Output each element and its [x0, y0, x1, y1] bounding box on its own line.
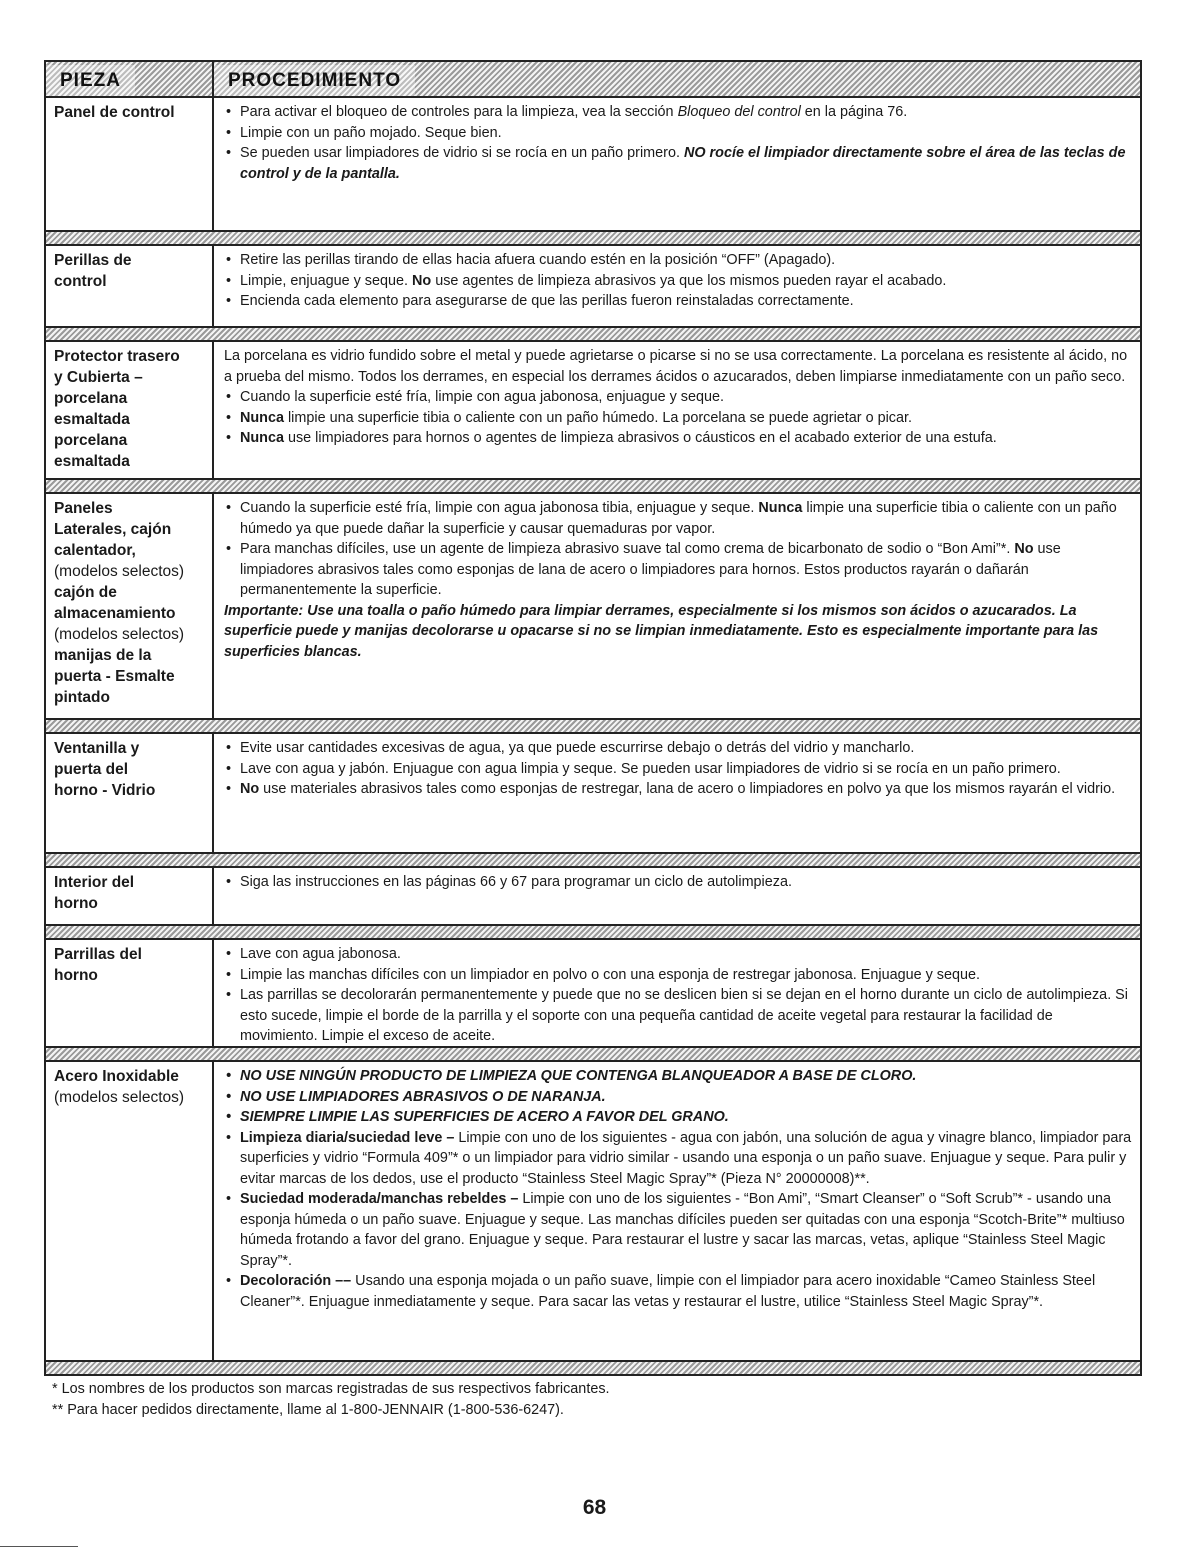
procedure: • NO USE NINGÚN PRODUCTO DE LIMPIEZA QUE CONTENGA BLANQUEADOR A BASE DE CLORO. • NO USE LIMPIADORES ABRASIVOS O DE NARANJA. • SIEMPRE LIMPIE LAS SUPERFICIES DE ACERO A FAVOR DEL GRANO. • Limpieza diaria/suciedad leve – Limpie con uno de los siguientes - agua con jabón, una solución de agua y vinagre blanco, limpiador para superficies y vidrio “Formula 409”* o un limpiador para vidrio similar - usando una esponja o un paño suave. Enjuague y seque. Para pulir y evitar marcas de los dedos, use el producto “Stainless Steel Magic Spray”* (Pieza N° 20000008)**. • Suciedad moderada/manchas rebeldes – Limpie con uno de los siguientes - “Bon Ami”, “Smart Cleanser” o “Soft Scrub”* - usando una esponja húmeda o un paño suave. Enjuague y seque. Las manchas difíciles pueden ser quitadas con una esponja “Scotch-Brite”* multiuso húmeda frotando a favor del grano. Enjuague y seque. Para restaurar el lustre y sacar las marcas, vetas, aplique “Stainless Steel Magic Spray”*. • Decoloración –– Usando una esponja mojada o un paño suave, limpie con el limpiador para acero inoxidable “Cameo Stainless Steel Cleaner”*. Enjuague inmediatamente y seque. Para sacar las vetas y restaurar el lustre, utilice “Stainless Steel Magic Spray”*. [214, 1062, 1140, 1360]
table-header [46, 62, 1140, 98]
procedure: • Lave con agua jabonosa. • Limpie las manchas difíciles con un limpiador en polvo o con una esponja de restregar jabonosa. Enjuague y seque. • Las parrillas se decolorarán permanentemente y puede que no se deslicen bien si se dejan en el horno durante un ciclo de autolimpieza. Si esto sucede, limpie el borde de la parrilla y el soporte con una pequeña cantidad de aceite vegetal para restaurar la facilidad de movimiento. Limpie el exceso de aceite. [214, 940, 1140, 1046]
footnotes [52, 1379, 610, 1421]
part-name: Perillas de control [46, 246, 214, 326]
table-row [46, 734, 1140, 868]
footnote: * Los nombres de los productos son marcas registradas de sus respectivos fabricantes. [52, 1381, 610, 1397]
header-procedimiento: PROCEDIMIENTO [214, 65, 415, 96]
procedure: • Retire las perillas tirando de ellas hacia afuera cuando estén en la posición “OFF” (Apagado). • Limpie, enjuague y seque. No use agentes de limpieza abrasivos ya que los mismos pueden rayar el acabado. • Encienda cada elemento para asegurarse de que las perillas fueron reinstaladas correctamente. [214, 246, 1140, 326]
row-separator [46, 230, 1140, 246]
part-name: Interior del horno [46, 868, 214, 924]
table-row [46, 868, 1140, 940]
procedure: • Siga las instrucciones en las páginas 66 y 67 para programar un ciclo de autolimpieza. [214, 868, 1140, 924]
row-separator [46, 326, 1140, 342]
header-pieza: PIEZA [46, 65, 135, 96]
part-name: Acero Inoxidable (modelos selectos) [46, 1062, 214, 1360]
row-separator [46, 1360, 1140, 1374]
table-row [46, 342, 1140, 494]
page-number: 68 [582, 1496, 607, 1519]
part-name: Paneles Laterales, cajón calentador, (modelos selectos) cajón de almacenamiento (modelos selectos) manijas de la puerta - Esmalte pintado [46, 494, 214, 718]
row-separator [46, 1046, 1140, 1062]
row-separator [46, 852, 1140, 868]
divider [0, 1546, 78, 1547]
part-name: Parrillas del horno [46, 940, 214, 1046]
footnote: ** Para hacer pedidos directamente, llame al 1-800-JENNAIR (1-800-536-6247). [52, 1402, 564, 1418]
row-separator [46, 718, 1140, 734]
table-row [46, 1062, 1140, 1374]
procedure: • Para activar el bloqueo de controles para la limpieza, vea la sección Bloqueo del control en la página 76. • Limpie con un paño mojado. Seque bien. • Se pueden usar limpiadores de vidrio si se rocía en un paño primero. NO rocíe el limpiador directamente sobre el área de las teclas de control y de la pantalla. [214, 98, 1140, 230]
procedure: • Cuando la superficie esté fría, limpie con agua jabonosa tibia, enjuague y seque. Nunca limpie una superficie tibia o caliente con un paño húmedo ya que puede dañar la superficie y causar quemaduras por vapor. • Para manchas difíciles, use un agente de limpieza abrasivo suave tal como crema de bicarbonato de sodio o “Bon Ami”*. No use limpiadores abrasivos tales como esponjas de lana de acero o limpiadores para hornos. Estos productos rayarán o dañarán permanentemente la superficie. Importante: Use una toalla o paño húmedo para limpiar derrames, especialmente si los mismos son ácidos o azucarados. La superficie puede y manijas decolorarse u opacarse si no se limpian inmediatamente. Esto es especialmente importante para las superficies blancas. [214, 494, 1140, 718]
table-row [46, 940, 1140, 1062]
table-row [46, 494, 1140, 734]
table-row [46, 98, 1140, 246]
procedure: • Evite usar cantidades excesivas de agua, ya que puede escurrirse debajo o detrás del vidrio y mancharlo. • Lave con agua y jabón. Enjuague con agua limpia y seque. Se pueden usar limpiadores de vidrio si se rocía en un paño primero. • No use materiales abrasivos tales como esponjas de restregar, lana de acero o limpiadores en polvo ya que los mismos rayarán el vidrio. [214, 734, 1140, 852]
row-separator [46, 924, 1140, 940]
part-name: Protector trasero y Cubierta – porcelana esmaltada porcelana esmaltada [46, 342, 214, 478]
row-separator [46, 478, 1140, 494]
cleaning-table [44, 60, 1142, 1376]
part-name: Panel de control [46, 98, 214, 230]
procedure: La porcelana es vidrio fundido sobre el metal y puede agrietarse o picarse si no se usa correctamente. La porcelana es resistente al ácido, no a prueba del mismo. Todos los derrames, en especial los derrames ácidos o azucarados, deben limpiarse inmediatamente con un paño seco. • Cuando la superficie esté fría, limpie con agua jabonosa, enjuague y seque. • Nunca limpie una superficie tibia o caliente con un paño húmedo. La porcelana se puede agrietar o picar. • Nunca use limpiadores para hornos o agentes de limpieza abrasivos o cáusticos en el acabado exterior de una estufa. [214, 342, 1140, 478]
part-name: Ventanilla y puerta del horno - Vidrio [46, 734, 214, 852]
table-row [46, 246, 1140, 342]
